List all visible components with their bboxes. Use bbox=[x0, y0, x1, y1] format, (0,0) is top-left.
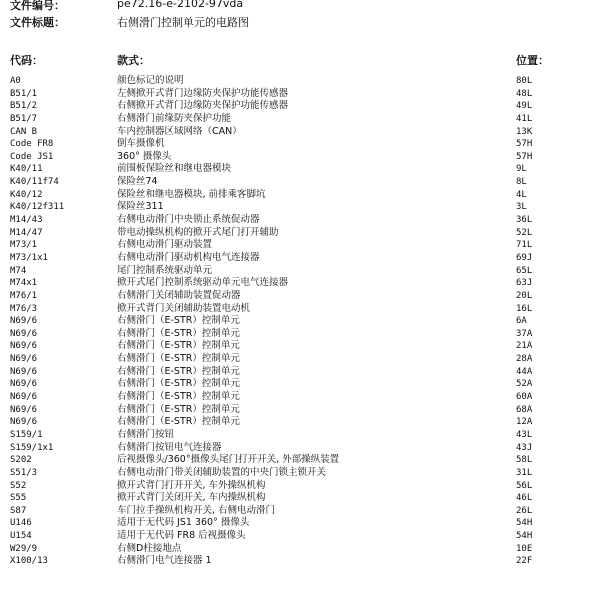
table-row bbox=[0, 265, 600, 278]
table-row bbox=[0, 126, 600, 139]
component-description: 颜色标记的说明 bbox=[117, 75, 184, 86]
doc-title-line bbox=[10, 14, 570, 32]
component-position: 9L bbox=[516, 164, 527, 175]
component-code: M14/43 bbox=[10, 215, 43, 226]
table-row bbox=[0, 214, 600, 227]
component-position: 54H bbox=[516, 531, 533, 542]
component-code: Code JS1 bbox=[10, 151, 54, 162]
component-description: 车门拉手操纵机构开关, 右侧电动滑门 bbox=[117, 504, 276, 516]
component-code: K40/12f311 bbox=[10, 202, 65, 213]
table-row bbox=[0, 517, 600, 530]
component-code: K40/11f74 bbox=[10, 177, 59, 188]
component-description: 右侧滑门（E-STR）控制单元 bbox=[117, 353, 240, 365]
component-position: 26L bbox=[516, 505, 533, 516]
table-row bbox=[0, 315, 600, 328]
component-code: S87 bbox=[10, 505, 27, 516]
doc-number-value: pe72.16-e-2102-97vda bbox=[117, 0, 244, 10]
component-description: 右侧电动滑门驱动装置 bbox=[117, 239, 213, 251]
component-code: M74 bbox=[10, 265, 27, 276]
table-row bbox=[0, 88, 600, 101]
component-position: 31L bbox=[516, 467, 533, 478]
table-row bbox=[0, 151, 600, 164]
table-row bbox=[0, 467, 600, 480]
table-row bbox=[0, 75, 600, 88]
component-position: 54H bbox=[516, 518, 533, 529]
component-position: 63J bbox=[516, 278, 533, 289]
component-code: N69/6 bbox=[10, 366, 38, 377]
component-description: 倒车摄像机 bbox=[117, 138, 165, 150]
component-description: 360° 摄像头 bbox=[117, 150, 172, 162]
table-row bbox=[0, 227, 600, 240]
doc-title-value: 右侧滑门控制单元的电路图 bbox=[117, 16, 249, 29]
component-position: 8L bbox=[516, 177, 527, 188]
component-code: M73/1x1 bbox=[10, 252, 48, 263]
component-position: 16L bbox=[516, 303, 533, 314]
component-code: K40/12 bbox=[10, 189, 43, 200]
component-code: M74x1 bbox=[10, 278, 38, 289]
component-position: 4L bbox=[516, 189, 527, 200]
component-code: N69/6 bbox=[10, 417, 38, 428]
table-row bbox=[0, 442, 600, 455]
component-list bbox=[0, 75, 600, 568]
component-position: 21A bbox=[516, 341, 533, 352]
component-position: 49L bbox=[516, 101, 533, 112]
table-row bbox=[0, 201, 600, 214]
component-code: S55 bbox=[10, 493, 27, 504]
component-code: CAN B bbox=[10, 126, 38, 137]
component-description: 右侧滑门按钮电气连接器 bbox=[117, 441, 222, 453]
component-position: 10E bbox=[516, 543, 533, 554]
component-description: 右侧滑门（E-STR）控制单元 bbox=[117, 378, 240, 390]
table-row bbox=[0, 113, 600, 126]
component-position: 22F bbox=[516, 556, 533, 567]
component-code: N69/6 bbox=[10, 316, 38, 327]
component-position: 46L bbox=[516, 493, 533, 504]
component-position: 68A bbox=[516, 404, 533, 415]
component-code: S51/3 bbox=[10, 467, 38, 478]
component-description: 保险丝311 bbox=[117, 201, 164, 213]
table-row bbox=[0, 100, 600, 113]
component-code: N69/6 bbox=[10, 404, 38, 415]
component-description: 右侧D柱接地点 bbox=[117, 542, 182, 554]
component-position: 3L bbox=[516, 202, 527, 213]
component-description: 尾门控制系统驱动单元 bbox=[117, 264, 213, 276]
component-code: M76/3 bbox=[10, 303, 38, 314]
component-position: 36L bbox=[516, 215, 533, 226]
table-row bbox=[0, 277, 600, 290]
component-position: 48L bbox=[516, 88, 533, 99]
component-description: 适用于无代码 FR8 后视摄像头 bbox=[117, 530, 246, 542]
table-row bbox=[0, 303, 600, 316]
component-position: 69J bbox=[516, 252, 533, 263]
table-row bbox=[0, 416, 600, 429]
column-header-description: 款式： bbox=[117, 54, 150, 67]
component-code: N69/6 bbox=[10, 328, 38, 339]
component-position: 65L bbox=[516, 265, 533, 276]
component-description: 前围板保险丝和继电器模块 bbox=[117, 163, 232, 175]
table-row bbox=[0, 138, 600, 151]
table-row bbox=[0, 239, 600, 252]
table-row bbox=[0, 366, 600, 379]
component-description: 右侧滑门（E-STR）控制单元 bbox=[117, 315, 240, 327]
component-description: 右侧滑门（E-STR）控制单元 bbox=[117, 365, 240, 377]
component-code: M14/47 bbox=[10, 227, 43, 238]
component-code: N69/6 bbox=[10, 392, 38, 403]
component-description: 右侧电动滑门中央锁止系统促动器 bbox=[117, 214, 260, 226]
component-code: S159/1 bbox=[10, 429, 43, 440]
component-code: A0 bbox=[10, 76, 21, 86]
component-description: 右侧滑门关闭辅助装置促动器 bbox=[117, 289, 241, 301]
component-position: 41L bbox=[516, 113, 533, 124]
component-position: 12A bbox=[516, 417, 533, 428]
column-header-code: 代码： bbox=[10, 54, 43, 67]
component-description: 适用于无代码 JS1 360° 摄像头 bbox=[117, 517, 250, 529]
component-code: U146 bbox=[10, 518, 32, 529]
component-code: B51/7 bbox=[10, 113, 38, 124]
table-row bbox=[0, 353, 600, 366]
component-position: 56L bbox=[516, 480, 533, 491]
component-position: 52A bbox=[516, 379, 533, 390]
component-position: 80L bbox=[516, 76, 533, 86]
component-description: 右侧滑门前缘防夹保护功能 bbox=[117, 112, 232, 124]
table-row bbox=[0, 480, 600, 493]
component-position: 37A bbox=[516, 328, 533, 339]
component-position: 57H bbox=[516, 139, 533, 150]
table-row bbox=[0, 429, 600, 442]
component-position: 58L bbox=[516, 455, 533, 466]
component-description: 掀开式尾门控制系统驱动单元电气连接器 bbox=[117, 277, 289, 289]
table-row bbox=[0, 492, 600, 505]
component-code: W29/9 bbox=[10, 543, 38, 554]
component-description: 右侧掀开式背门边缘防夹保护功能传感器 bbox=[117, 100, 289, 112]
table-row bbox=[0, 378, 600, 391]
table-row bbox=[0, 290, 600, 303]
table-row bbox=[0, 530, 600, 543]
component-description: 掀开式背门打开开关, 车外操纵机构 bbox=[117, 479, 266, 491]
table-row bbox=[0, 543, 600, 556]
column-header-position: 位置： bbox=[516, 54, 549, 67]
component-code: B51/2 bbox=[10, 101, 38, 112]
component-code: M76/1 bbox=[10, 290, 38, 301]
component-description: 右侧滑门（E-STR）控制单元 bbox=[117, 340, 240, 352]
component-description: 车内控制器区域网络（CAN） bbox=[117, 125, 242, 137]
component-position: 6A bbox=[516, 316, 527, 327]
doc-number-line bbox=[10, 0, 570, 15]
component-code: S159/1x1 bbox=[10, 442, 54, 453]
component-description: 右侧滑门（E-STR）控制单元 bbox=[117, 403, 240, 415]
component-position: 60A bbox=[516, 392, 533, 403]
component-code: N69/6 bbox=[10, 379, 38, 390]
component-description: 保险丝和继电器模块, 前排乘客脚坑 bbox=[117, 188, 266, 200]
component-code: K40/11 bbox=[10, 164, 43, 175]
component-description: 右侧电动滑门带关闭辅助装置的中央门锁主锁开关 bbox=[117, 466, 327, 478]
table-row bbox=[0, 555, 600, 568]
component-description: 右侧滑门按钮 bbox=[117, 428, 175, 440]
component-position: 52L bbox=[516, 227, 533, 238]
table-row bbox=[0, 404, 600, 417]
table-row bbox=[0, 252, 600, 265]
table-row bbox=[0, 176, 600, 189]
component-description: 掀开式背门关闭开关, 车内操纵机构 bbox=[117, 492, 266, 504]
component-description: 带电动操纵机构的掀开式尾门打开辅助 bbox=[117, 226, 279, 238]
table-row bbox=[0, 454, 600, 467]
component-code: M73/1 bbox=[10, 240, 38, 251]
component-code: N69/6 bbox=[10, 341, 38, 352]
component-description: 右侧电动滑门驱动机构电气连接器 bbox=[117, 251, 260, 263]
component-description: 掀开式背门关闭辅助装置电动机 bbox=[117, 302, 251, 314]
component-code: S202 bbox=[10, 455, 32, 466]
component-description: 右侧滑门（E-STR）控制单元 bbox=[117, 391, 240, 403]
component-description: 右侧滑门（E-STR）控制单元 bbox=[117, 416, 240, 428]
component-code: S52 bbox=[10, 480, 27, 491]
component-position: 57H bbox=[516, 151, 533, 162]
component-code: U154 bbox=[10, 531, 32, 542]
component-position: 28A bbox=[516, 354, 533, 365]
component-position: 44A bbox=[516, 366, 533, 377]
component-description: 后视摄像头/360°摄像头尾门打开开关, 外部操纵装置 bbox=[117, 454, 340, 466]
component-position: 71L bbox=[516, 240, 533, 251]
table-row bbox=[0, 391, 600, 404]
component-position: 20L bbox=[516, 290, 533, 301]
table-row bbox=[0, 163, 600, 176]
component-code: Code FR8 bbox=[10, 139, 54, 150]
table-row bbox=[0, 189, 600, 202]
component-position: 43L bbox=[516, 429, 533, 440]
component-position: 43J bbox=[516, 442, 533, 453]
component-code: X100/13 bbox=[10, 556, 48, 567]
table-row bbox=[0, 505, 600, 518]
component-description: 左侧掀开式背门边缘防夹保护功能传感器 bbox=[117, 87, 289, 99]
component-code: B51/1 bbox=[10, 88, 38, 99]
table-row bbox=[0, 340, 600, 353]
table-row bbox=[0, 328, 600, 341]
component-code: N69/6 bbox=[10, 354, 38, 365]
doc-number-label: 文件编号： bbox=[10, 0, 65, 12]
component-description: 右侧滑门电气连接器 1 bbox=[117, 555, 212, 567]
component-description: 保险丝74 bbox=[117, 176, 158, 188]
component-position: 13K bbox=[516, 126, 533, 137]
component-description: 右侧滑门（E-STR）控制单元 bbox=[117, 327, 240, 339]
doc-title-label: 文件标题： bbox=[10, 16, 65, 29]
